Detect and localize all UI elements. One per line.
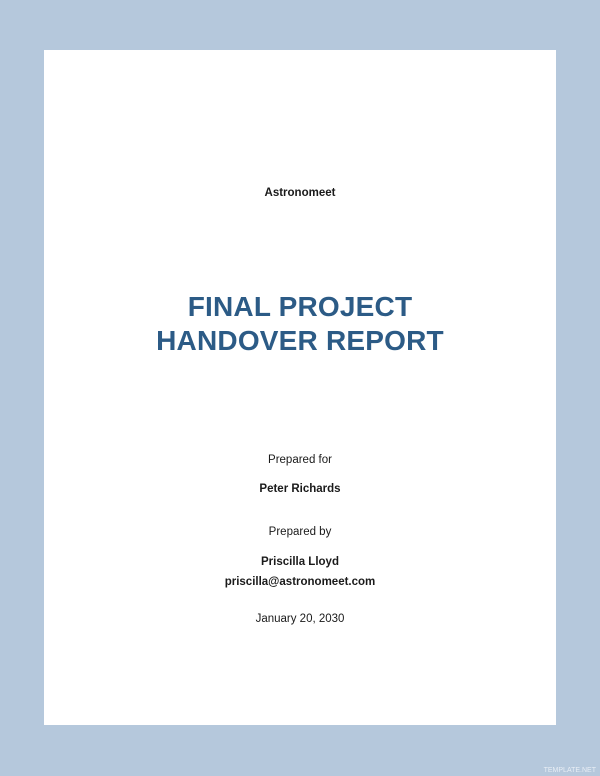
report-title-line-1: FINAL PROJECT [187, 291, 413, 322]
report-title [44, 290, 556, 358]
watermark: TEMPLATE.NET [543, 767, 596, 774]
company-name: Astronomeet [264, 187, 336, 199]
prepared-for-label: Prepared for [268, 454, 332, 466]
prepared-for-name: Peter Richards [259, 483, 341, 495]
document-page [44, 50, 556, 725]
prepared-by-label: Prepared by [268, 526, 332, 538]
report-title-line-2: HANDOVER REPORT [156, 325, 444, 357]
prepared-by-email: priscilla@astronomeet.com [224, 576, 376, 588]
prepared-by-name: Priscilla Lloyd [261, 556, 339, 568]
report-date: January 20, 2030 [255, 613, 345, 625]
